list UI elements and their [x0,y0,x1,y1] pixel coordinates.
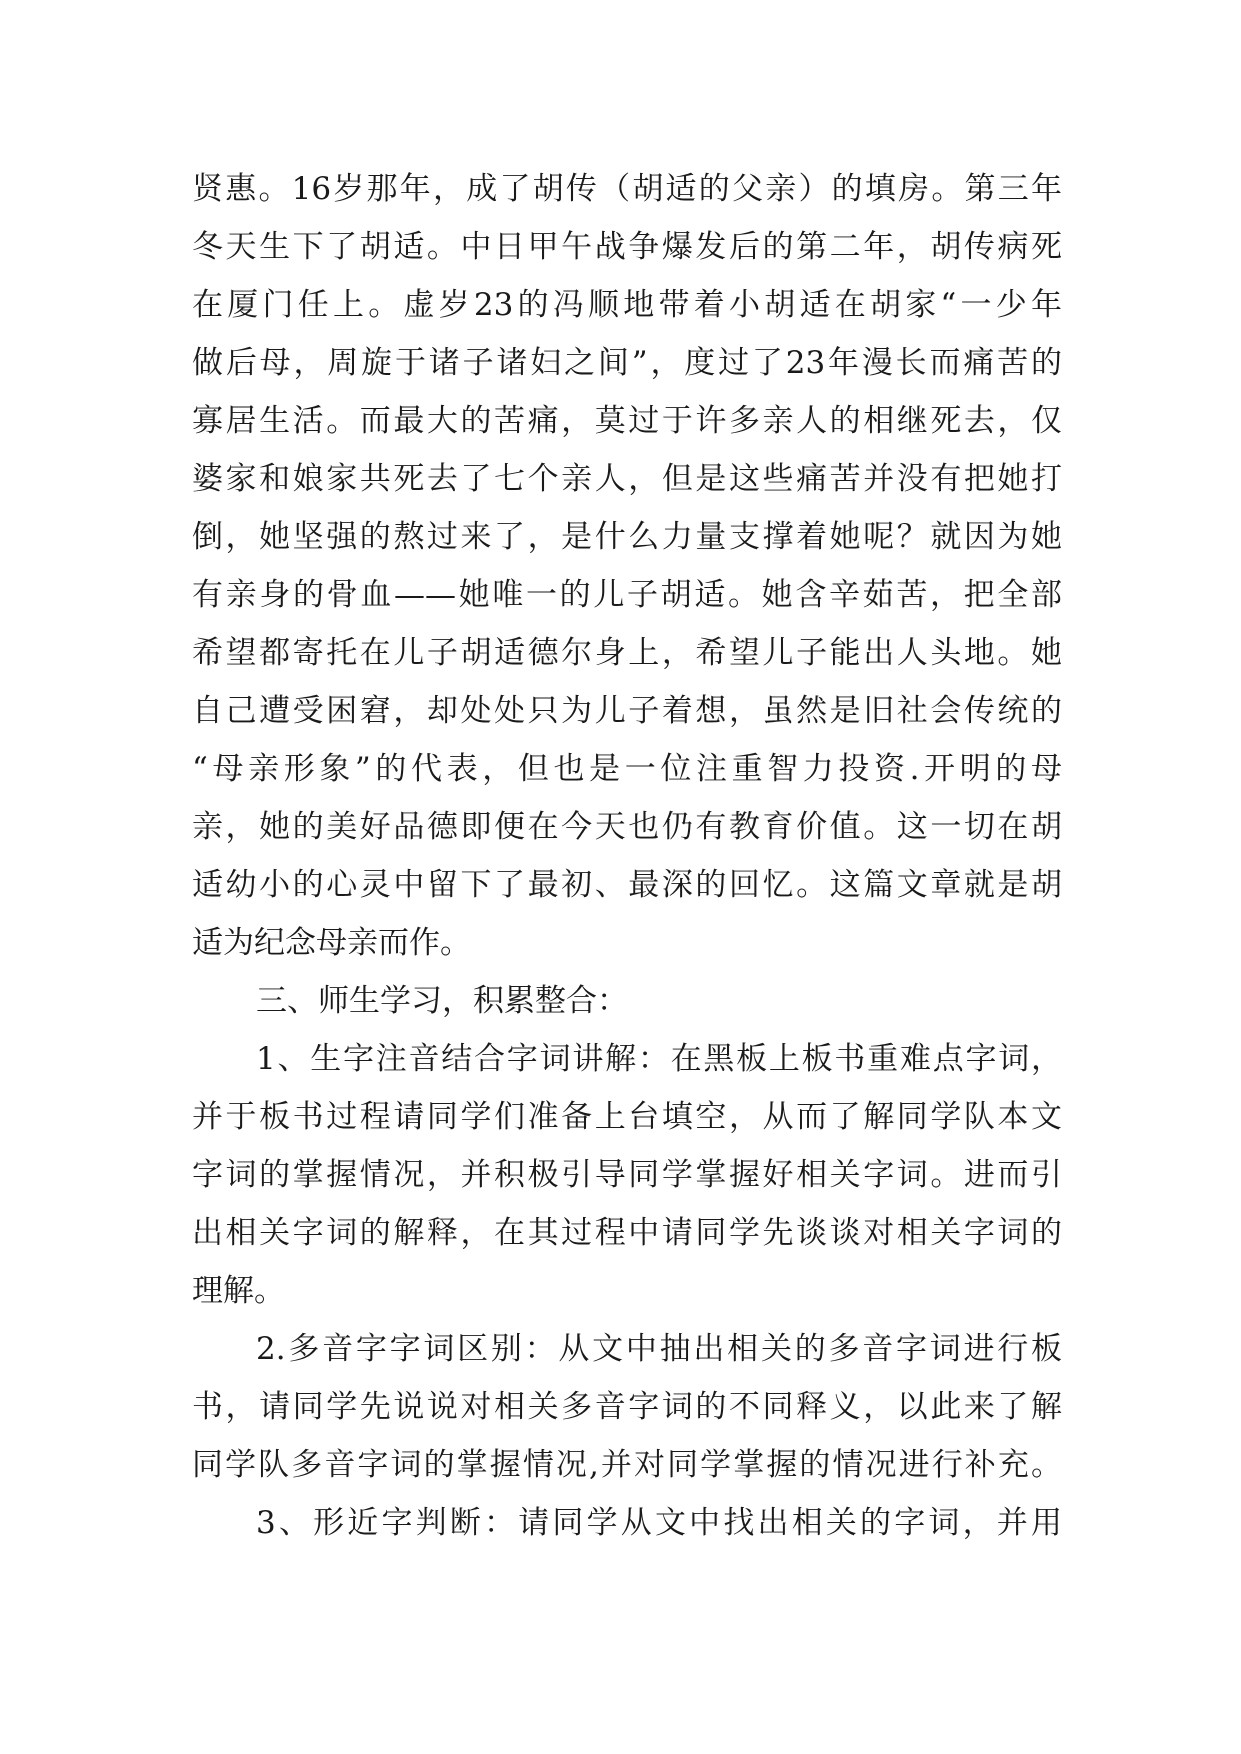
text-line: 1、生字注音结合字词讲解：在黑板上板书重难点字词， [256,1041,1062,1077]
text-line: 倒，她坚强的熬过来了，是什么力量支撑着她呢？就因为她 [192,519,1062,555]
text-line: 贤惠。16岁那年，成了胡传（胡适的父亲）的填房。第三年 [192,171,1062,207]
body-text [192,160,1062,1552]
section-heading: 三、师生学习，积累整合： [256,983,628,1019]
text-line: 亲，她的美好品德即便在今天也仍有教育价值。这一切在胡 [192,809,1062,845]
text-line: 理解。 [192,1273,285,1309]
text-line: 有亲身的骨血——她唯一的儿子胡适。她含辛茹苦，把全部 [192,577,1062,613]
text-line: 婆家和娘家共死去了七个亲人，但是这些痛苦并没有把她打 [192,461,1062,497]
text-line: 适幼小的心灵中留下了最初、最深的回忆。这篇文章就是胡 [192,867,1062,903]
text-line: 做后母，周旋于诸子诸妇之间”，度过了23年漫长而痛苦的 [192,345,1062,381]
text-line: 适为纪念母亲而作。 [192,925,471,961]
text-line: “母亲形象”的代表，但也是一位注重智力投资.开明的母 [192,751,1062,787]
text-line: 书，请同学先说说对相关多音字词的不同释义，以此来了解 [192,1389,1062,1425]
text-line: 2.多音字字词区别：从文中抽出相关的多音字词进行板 [256,1331,1062,1367]
text-line: 自己遭受困窘，却处处只为儿子着想，虽然是旧社会传统的 [192,693,1062,729]
text-line: 冬天生下了胡适。中日甲午战争爆发后的第二年，胡传病死 [192,229,1062,265]
text-line: 寡居生活。而最大的苦痛，莫过于许多亲人的相继死去，仅 [192,403,1062,439]
text-line: 在厦门任上。虚岁23的冯顺地带着小胡适在胡家“一少年 [192,287,1062,323]
text-line: 同学队多音字词的掌握情况,并对同学掌握的情况进行补充。 [192,1447,1062,1483]
text-line: 3、形近字判断：请同学从文中找出相关的字词，并用 [256,1505,1062,1541]
text-line: 希望都寄托在儿子胡适德尔身上，希望儿子能出人头地。她 [192,635,1062,671]
text-line: 出相关字词的解释，在其过程中请同学先谈谈对相关字词的 [192,1215,1062,1251]
text-line: 并于板书过程请同学们准备上台填空，从而了解同学队本文 [192,1099,1062,1135]
text-line: 字词的掌握情况，并积极引导同学掌握好相关字词。进而引 [192,1157,1062,1193]
